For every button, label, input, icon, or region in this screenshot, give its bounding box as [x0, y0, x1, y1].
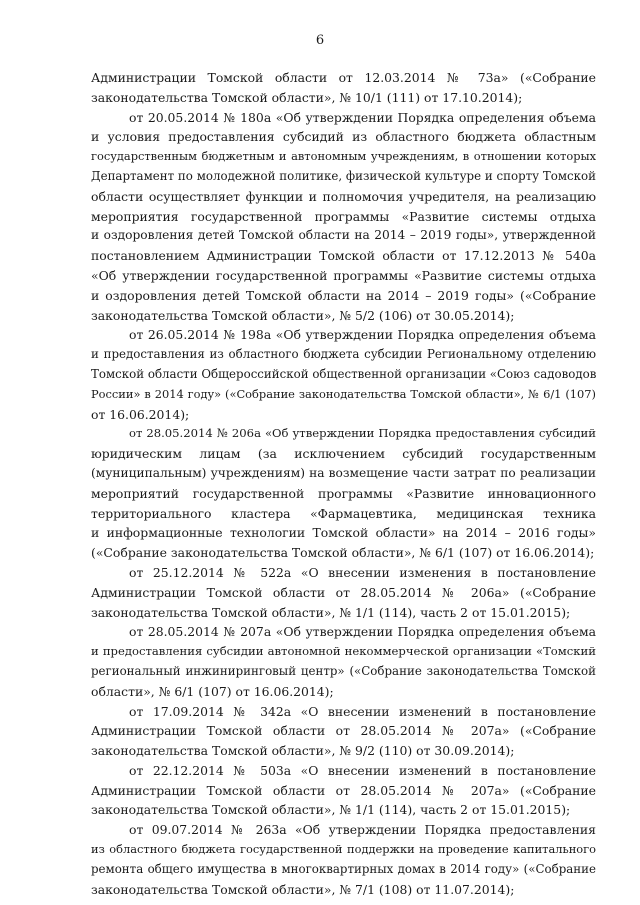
text-line: от 16.06.2014);: [91, 406, 190, 422]
text-line: области осуществляет функции и полномочия учредителя, на реализацию: [91, 188, 596, 204]
page-number: 6: [315, 33, 325, 48]
text-line: региональный инжиниринговый центр» («Собрание законодательства Томской: [91, 663, 596, 678]
text-line: Администрации Томской области от 28.05.2014 № 207а» («Собрание: [91, 782, 596, 798]
text-line: мероприятия государственной программы «Развитие системы отдыха: [91, 208, 596, 224]
text-line: и оздоровления детей Томской области на 2014 – 2019 годы» («Собрание: [91, 287, 596, 303]
text-line: Департамент по молодежной политике, физической культуре и спорту Томской: [91, 168, 596, 183]
text-line: юридическим лицам (за исключением субсидий государственным: [91, 446, 596, 462]
text-line: и предоставления субсидии автономной некоммерческой организации «Томский: [91, 644, 596, 659]
text-line: от 26.05.2014 № 198а «Об утверждении Порядка определения объема: [129, 327, 596, 343]
text-line: законодательства Томской области», № 1/1 (114), часть 2 от 15.01.2015);: [91, 604, 571, 620]
text-line: Томской области Общероссийской общественной организации «Союз садоводов: [91, 366, 596, 381]
text-line: государственным бюджетным и автономным учреждениям, в отношении которых: [91, 149, 596, 164]
text-line: Администрации Томской области от 12.03.2014 № 73а» («Собрание: [91, 70, 596, 85]
text-line: Администрации Томской области от 28.05.2014 № 207а» («Собрание: [91, 723, 596, 739]
text-line: и предоставления из областного бюджета субсидии Региональному отделению: [91, 347, 596, 362]
text-line: постановлением Администрации Томской области от 17.12.2013 № 540а: [91, 248, 596, 264]
text-line: от 28.05.2014 № 206а «Об утверждении Порядка предоставления субсидий: [129, 426, 596, 441]
text-line: из областного бюджета государственной поддержки на проведение капитального: [91, 842, 596, 857]
text-line: области», № 6/1 (107) от 16.06.2014);: [91, 683, 334, 699]
text-line: законодательства Томской области», № 9/2 (110) от 30.09.2014);: [91, 743, 515, 759]
text-line: от 22.12.2014 № 503а «О внесении изменений в постановление: [129, 762, 596, 778]
text-line: от 28.05.2014 № 207а «Об утверждении Порядка определения объема: [129, 624, 596, 640]
text-line: России» в 2014 году» («Собрание законодательства Томской области», № 6/1 (107): [91, 386, 596, 401]
text-line: мероприятий государственной программы «Развитие инновационного: [91, 485, 596, 501]
text-line: и информационные технологии Томской области» на 2014 – 2016 годы»: [91, 525, 596, 541]
text-line: Администрации Томской области от 28.05.2014 № 206а» («Собрание: [91, 584, 596, 600]
text-line: от 17.09.2014 № 342а «О внесении изменений в постановление: [129, 703, 596, 719]
text-line: («Собрание законодательства Томской области», № 6/1 (107) от 16.06.2014);: [91, 545, 595, 561]
text-line: (муниципальным) учреждениям) на возмещение части затрат по реализации: [91, 465, 596, 480]
text-line: законодательства Томской области», № 10/1 (111) от 17.10.2014);: [91, 89, 523, 105]
text-line: ремонта общего имущества в многоквартирных домах в 2014 году» («Собрание: [91, 861, 596, 876]
text-line: от 25.12.2014 № 522а «О внесении изменения в постановление: [129, 564, 596, 580]
document-body: [91, 68, 596, 899]
text-line: законодательства Томской области», № 7/1 (108) от 11.07.2014);: [91, 881, 515, 897]
text-line: и условия предоставления субсидий из областного бюджета областным: [91, 129, 596, 145]
text-line: от 09.07.2014 № 263а «Об утверждении Порядка предоставления: [129, 822, 596, 838]
text-line: законодательства Томской области», № 5/2 (106) от 30.05.2014);: [91, 307, 515, 323]
text-line: и оздоровления детей Томской области на 2014 – 2019 годы», утвержденной: [91, 228, 596, 243]
text-line: территориального кластера «Фармацевтика, медицинская техника: [91, 505, 596, 521]
text-line: «Об утверждении государственной программы «Развитие системы отдыха: [91, 267, 596, 283]
text-line: от 20.05.2014 № 180а «Об утверждении Порядка определения объема: [129, 109, 596, 125]
text-line: законодательства Томской области», № 1/1 (114), часть 2 от 15.01.2015);: [91, 802, 571, 818]
